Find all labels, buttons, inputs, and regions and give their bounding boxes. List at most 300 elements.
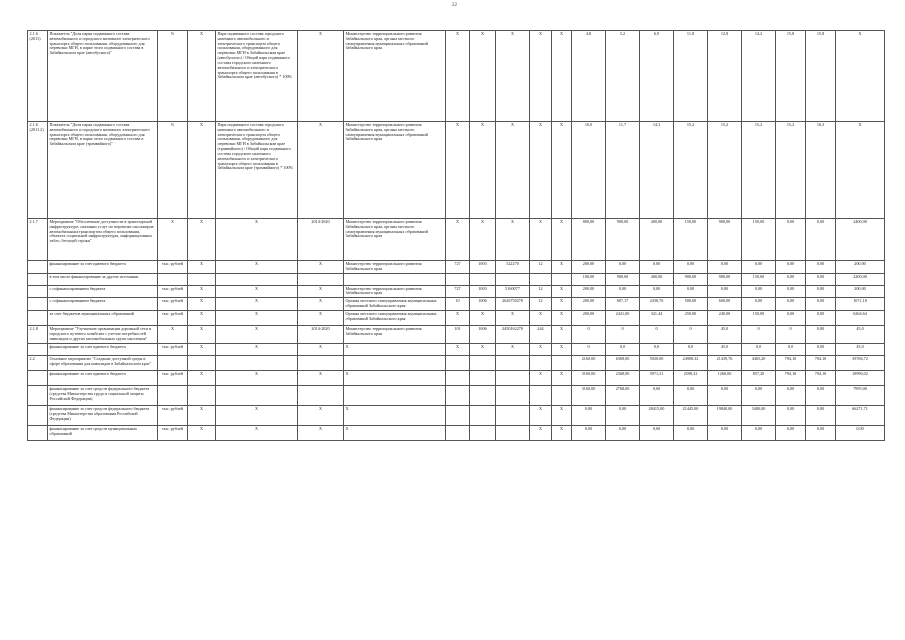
row-description: финансирование за счет краевого бюджета (48, 261, 158, 274)
responsible-cell: Министерство территориального развития Забайкальского края (344, 261, 446, 274)
value-cell: 3480,00 (742, 405, 776, 425)
code-cell: 522270 (496, 261, 530, 274)
cell: X (552, 310, 572, 325)
table-row (28, 122, 885, 219)
value-cell: 800,00 (572, 219, 606, 261)
value-cell: 21445,00 (674, 405, 708, 425)
unit-cell: тыс. рублей (158, 370, 188, 385)
value-cell: 900,00 (708, 219, 742, 261)
period-cell: X (298, 285, 344, 298)
value-cell: 5920,00 (640, 355, 674, 370)
value-cell: 0,0 (776, 343, 806, 355)
value-cell: 1260,00 (708, 370, 742, 385)
value-cell: 400,00 (640, 273, 674, 285)
code-cell: X (446, 343, 470, 355)
value-cell: 45,0 (708, 325, 742, 343)
value-cell: 0 (742, 325, 776, 343)
value-cell: 0,00 (708, 385, 742, 405)
formula-cell (216, 273, 298, 285)
code-cell: 10 (446, 298, 470, 311)
value-cell: 0,0 (640, 343, 674, 355)
value-cell: 28415,00 (640, 405, 674, 425)
value-cell: 150,00 (742, 273, 776, 285)
code-cell (496, 273, 530, 285)
total-cell: 39766,72 (836, 355, 885, 370)
cell: X (188, 285, 216, 298)
value-cell: 2160,00 (572, 355, 606, 370)
value-cell: 900,00 (674, 273, 708, 285)
code-cell: X (470, 343, 496, 355)
value-cell: 150,00 (742, 310, 776, 325)
code-cell: X (446, 122, 470, 219)
row-description: Основное мероприятие "Создание доступной среды в сфере образования для инвалидов в Забайкальском крае" (48, 355, 158, 370)
value-cell: 15,2 (674, 122, 708, 219)
cell: X (552, 425, 572, 440)
value-cell: 900,00 (606, 219, 640, 261)
value-cell: 11,7 (606, 122, 640, 219)
value-cell: 0,00 (806, 219, 836, 261)
value-cell: 0,00 (742, 385, 776, 405)
table-row (28, 343, 885, 355)
value-cell: 15,2 (776, 122, 806, 219)
total-cell: 18996,02 (836, 370, 885, 385)
code-cell (496, 425, 530, 440)
value-cell: 2598,32 (674, 370, 708, 385)
value-cell: 10,0 (572, 122, 606, 219)
value-cell: 0,00 (776, 310, 806, 325)
row-number: 2.1.6 (2011.2) (28, 122, 48, 219)
cell: X (552, 219, 572, 261)
value-cell: 0,00 (708, 261, 742, 274)
period-cell: 2014-2020 (298, 219, 344, 261)
period-cell (298, 273, 344, 285)
formula-cell: X (216, 370, 298, 385)
value-cell: 5,2 (606, 31, 640, 122)
row-number (28, 385, 48, 405)
cell (552, 273, 572, 285)
value-cell: 0,00 (674, 425, 708, 440)
table-row (28, 285, 885, 298)
total-cell: 45,0 (836, 343, 885, 355)
value-cell: 200,00 (572, 298, 606, 311)
period-cell: X (298, 405, 344, 425)
table-row (28, 310, 885, 325)
row-description: финансирование за счет средств муниципальных образований (48, 425, 158, 440)
value-cell: 0 (572, 343, 606, 355)
code-cell (446, 385, 470, 405)
value-cell: 0,00 (806, 405, 836, 425)
code-cell (470, 405, 496, 425)
row-description: Показатель "Доля парка подвижного состава автомобильного и городского наземного электрического транспорта общего пользования, оборудованного для перевозки МГН, в парке этого подвижного состава в Забайкальском крае (трамвайного)" (48, 122, 158, 219)
value-cell: 0 (640, 325, 674, 343)
code-cell: 727 (446, 261, 470, 274)
table-row (28, 425, 885, 440)
code-cell: X (530, 31, 552, 122)
row-number: 2.1.6 (2011) (28, 31, 48, 122)
code-cell: X (446, 219, 470, 261)
value-cell: 15,2 (708, 122, 742, 219)
table-row (28, 370, 885, 385)
value-cell: 0,00 (708, 285, 742, 298)
period-cell: X (298, 298, 344, 311)
value-cell: 0 (572, 325, 606, 343)
code-cell (446, 425, 470, 440)
code-cell (470, 355, 496, 370)
value-cell: 0,00 (674, 285, 708, 298)
value-cell: 0,00 (640, 425, 674, 440)
responsible-cell (344, 273, 446, 285)
code-cell: 2626750270 (496, 298, 530, 311)
responsible-cell: Министерство территориального развития Забайкальского края (344, 325, 446, 343)
value-cell: 0,0 (606, 343, 640, 355)
unit-cell (158, 355, 188, 370)
formula-cell: X (216, 425, 298, 440)
value-cell: 794,10 (806, 370, 836, 385)
value-cell: 0,00 (776, 298, 806, 311)
code-cell (496, 370, 530, 385)
code-cell: X (496, 219, 530, 261)
value-cell: 0,00 (708, 425, 742, 440)
responsible-cell: X (344, 370, 446, 385)
value-cell: 3160,00 (572, 385, 606, 405)
total-cell: X (836, 31, 885, 122)
code-cell: 244 (530, 325, 552, 343)
row-description: финансирование за счет краевого бюджета (48, 343, 158, 355)
value-cell: 0,00 (776, 285, 806, 298)
code-cell: X (496, 31, 530, 122)
program-table (27, 30, 885, 441)
code-cell: X (496, 122, 530, 219)
period-cell: 2014-2020 (298, 325, 344, 343)
row-number: 2.1.7 (28, 219, 48, 261)
period-cell: X (298, 261, 344, 274)
table-body (28, 31, 885, 441)
code-cell: X (530, 405, 552, 425)
value-cell: 0,00 (606, 425, 640, 440)
value-cell: 0,00 (806, 343, 836, 355)
row-number (28, 310, 48, 325)
cell: X (552, 261, 572, 274)
unit-cell: тыс. рублей (158, 405, 188, 425)
value-cell: 0,00 (742, 285, 776, 298)
row-description: с софинансированием бюджета (48, 285, 158, 298)
total-cell: 6264,64 (836, 310, 885, 325)
code-cell (530, 385, 552, 405)
row-description: с софинансированием бюджета (48, 298, 158, 311)
code-cell: X (530, 310, 552, 325)
value-cell: 0 (606, 325, 640, 343)
row-description: Мероприятие "Улучшение организации дорожной сети и городского путевого хозяйства с учетом потребностей инвалидов и других маломобильных групп населения" (48, 325, 158, 343)
value-cell: 14,3 (640, 122, 674, 219)
responsible-cell: X (344, 343, 446, 355)
code-cell: 101 (446, 325, 470, 343)
cell: X (552, 343, 572, 355)
value-cell: 0,00 (806, 298, 836, 311)
row-description: в том числе финансирование за другие источники (48, 273, 158, 285)
cell (188, 355, 216, 370)
formula-cell (216, 355, 298, 370)
code-cell: X (530, 370, 552, 385)
code-cell: X (530, 343, 552, 355)
responsible-cell (344, 355, 446, 370)
code-cell: X (530, 425, 552, 440)
cell: X (188, 370, 216, 385)
value-cell: 0,0 (742, 343, 776, 355)
cell: X (552, 285, 572, 298)
value-cell: 0 (674, 325, 708, 343)
code-cell (470, 425, 496, 440)
cell: X (552, 325, 572, 343)
value-cell: 600,00 (708, 298, 742, 311)
cell: X (552, 122, 572, 219)
responsible-cell: Органы местного самоуправления муниципальных образований Забайкальского края (344, 310, 446, 325)
cell: X (188, 310, 216, 325)
row-number (28, 370, 48, 385)
code-cell: 1003 (470, 285, 496, 298)
code-cell: 1006 (470, 325, 496, 343)
table-row (28, 31, 885, 122)
table-row (28, 298, 885, 311)
value-cell: 900,00 (606, 273, 640, 285)
code-cell: X (470, 31, 496, 122)
row-number (28, 285, 48, 298)
value-cell: 794,10 (806, 355, 836, 370)
code-cell (496, 385, 530, 405)
value-cell: 0,00 (776, 273, 806, 285)
value-cell: 5971,21 (640, 370, 674, 385)
unit-cell: тыс. рублей (158, 343, 188, 355)
responsible-cell: Органы местного самоуправления муниципальных образований Забайкальского края (344, 298, 446, 311)
value-cell: 0,00 (606, 261, 640, 274)
unit-cell: тыс. рублей (158, 425, 188, 440)
value-cell: 321,44 (640, 310, 674, 325)
cell: X (552, 370, 572, 385)
value-cell: 200,00 (572, 310, 606, 325)
code-cell: X (446, 31, 470, 122)
total-cell: 7995,00 (836, 385, 885, 405)
value-cell: 15,8 (806, 31, 836, 122)
row-number (28, 405, 48, 425)
cell: X (188, 31, 216, 122)
total-cell: 1071,18 (836, 298, 885, 311)
code-cell (530, 355, 552, 370)
period-cell (298, 355, 344, 370)
unit-cell: X (158, 219, 188, 261)
value-cell: 0,00 (806, 261, 836, 274)
value-cell: 12,8 (708, 31, 742, 122)
value-cell: 0,00 (806, 285, 836, 298)
code-cell (496, 355, 530, 370)
value-cell: 0,00 (742, 298, 776, 311)
cell: X (188, 425, 216, 440)
value-cell: 607,17 (606, 298, 640, 311)
table-row (28, 385, 885, 405)
row-number (28, 298, 48, 311)
code-cell (446, 273, 470, 285)
row-number: 2.2 (28, 355, 48, 370)
value-cell: 0,00 (606, 285, 640, 298)
cell: X (188, 219, 216, 261)
formula-cell: Парк подвижного состава городского наземного автомобильного и электрического транспорта общего пользования, оборудованного для перевозки МГН в Забайкальском крае (автобусного) / Общий парк подвижного состава городского наземного автомобильного и электрического транспорта общего пользования в Забайкальском крае (автобусного) * 100% (216, 31, 298, 122)
code-cell: 727 (446, 285, 470, 298)
cell: X (188, 298, 216, 311)
code-cell (470, 370, 496, 385)
value-cell: 0,00 (806, 310, 836, 325)
formula-cell: Парк подвижного состава городского наземного автомобильного и электрического транспорта общего пользования, оборудованного для перевозки МГН в Забайкальском крае (трамвайного) / Общий парк подвижного состава городского наземного автомобильного и электрического транспорта общего пользования в Забайкальском крае (трамвайного) * 100% (216, 122, 298, 219)
formula-cell (216, 385, 298, 405)
row-number (28, 343, 48, 355)
table-row (28, 325, 885, 343)
code-cell: X (530, 219, 552, 261)
value-cell: 0,00 (640, 261, 674, 274)
code-cell: X (470, 122, 496, 219)
value-cell: 250,00 (674, 310, 708, 325)
table-row (28, 261, 885, 274)
code-cell (446, 405, 470, 425)
value-cell: 0,00 (674, 385, 708, 405)
unit-cell: тыс. рублей (158, 310, 188, 325)
cell: X (188, 325, 216, 343)
cell (188, 385, 216, 405)
value-cell: 15,2 (742, 122, 776, 219)
value-cell: 0,00 (806, 273, 836, 285)
cell: X (188, 405, 216, 425)
code-cell: 12 (530, 261, 552, 274)
value-cell: 200,00 (572, 261, 606, 274)
total-cell: 2400,00 (836, 219, 885, 261)
value-cell: 2768,00 (606, 385, 640, 405)
row-number (28, 261, 48, 274)
responsible-cell: Министерство территориального развития Забайкальского края, органы местного самоуправления муниципальных образований Забайкальского края (344, 31, 446, 122)
cell: X (188, 343, 216, 355)
value-cell: 0,00 (806, 325, 836, 343)
value-cell: 16,3 (806, 122, 836, 219)
formula-cell: X (216, 285, 298, 298)
total-cell: 2200,00 (836, 273, 885, 285)
period-cell: X (298, 370, 344, 385)
value-cell: 24908,32 (674, 355, 708, 370)
cell (188, 273, 216, 285)
responsible-cell: Министерство территориального развития Забайкальского края, органы местного самоуправления муниципальных образований Забайкальского края (344, 219, 446, 261)
code-cell: X (470, 310, 496, 325)
row-description: финансирование за счет средств федерального бюджета (средства Министерства труда и социальной защиты Российской Федерации) (48, 385, 158, 405)
value-cell: 0,00 (806, 385, 836, 405)
period-cell: X (298, 310, 344, 325)
formula-cell: X (216, 219, 298, 261)
row-description: Показатель "Доля парка подвижного состава автомобильного и городского наземного электрического транспорта общего пользования, оборудованного для перевозки МГН, в парке этого подвижного состава в Забайкальском крае (автобусного)" (48, 31, 158, 122)
code-cell: X (496, 343, 530, 355)
value-cell: 0,00 (640, 285, 674, 298)
formula-cell: X (216, 310, 298, 325)
value-cell: 150,00 (674, 219, 708, 261)
code-cell: 12 (530, 298, 552, 311)
value-cell: 45,0 (708, 343, 742, 355)
cell: X (552, 31, 572, 122)
cell: X (188, 261, 216, 274)
unit-cell: % (158, 122, 188, 219)
cell: X (552, 298, 572, 311)
value-cell: 0,00 (674, 261, 708, 274)
total-cell: 66271,71 (836, 405, 885, 425)
value-cell: 0,00 (742, 261, 776, 274)
responsible-cell: Министерство территориального развития Забайкальского края (344, 285, 446, 298)
value-cell: 15,8 (776, 31, 806, 122)
unit-cell: тыс. рублей (158, 285, 188, 298)
total-cell: 45,0 (836, 325, 885, 343)
period-cell (298, 385, 344, 405)
value-cell: 2441,00 (606, 310, 640, 325)
value-cell: 0,00 (742, 425, 776, 440)
value-cell: 794,10 (776, 355, 806, 370)
code-cell (470, 385, 496, 405)
value-cell: 4465,20 (742, 355, 776, 370)
cell: X (552, 405, 572, 425)
value-cell: 794,10 (776, 370, 806, 385)
value-cell: 0,00 (572, 425, 606, 440)
table-row (28, 273, 885, 285)
formula-cell: X (216, 261, 298, 274)
value-cell: 0,00 (572, 405, 606, 425)
row-number (28, 425, 48, 440)
responsible-cell: Министерство территориального развития Забайкальского края, органы местного самоуправления муниципальных образований Забайкальского края (344, 122, 446, 219)
code-cell: 5160077 (496, 285, 530, 298)
value-cell: 500,00 (674, 298, 708, 311)
value-cell: 19840,00 (708, 405, 742, 425)
row-number (28, 273, 48, 285)
value-cell: 14,2 (742, 31, 776, 122)
responsible-cell: X (344, 405, 446, 425)
row-description: Мероприятие "Обеспечение доступности в транспортной инфраструктуре, оказании услуг по перевозке пассажиров автомобильным транспортом общего пользования, объектах социальной инфраструктуры, информационных табло, бегущей строки" (48, 219, 158, 261)
code-cell (496, 405, 530, 425)
responsible-cell: X (344, 425, 446, 440)
formula-cell: X (216, 343, 298, 355)
page-number: 22 (452, 3, 457, 8)
value-cell: 3160,00 (572, 370, 606, 385)
value-cell: 0,00 (776, 219, 806, 261)
code-cell (530, 273, 552, 285)
value-cell: 11,8 (674, 31, 708, 122)
value-cell: 0,00 (776, 405, 806, 425)
value-cell: 0,0 (674, 343, 708, 355)
value-cell: 2368,00 (606, 370, 640, 385)
formula-cell: X (216, 405, 298, 425)
value-cell: 900,00 (708, 273, 742, 285)
unit-cell: X (158, 325, 188, 343)
value-cell: 4,8 (572, 31, 606, 122)
value-cell: 0,00 (776, 385, 806, 405)
value-cell: 0,00 (776, 261, 806, 274)
cell (552, 355, 572, 370)
row-description: финансирование за счет краевого бюджета (48, 370, 158, 385)
value-cell: 21439,76 (708, 355, 742, 370)
code-cell: X (446, 310, 470, 325)
value-cell: 0,00 (606, 405, 640, 425)
period-cell: X (298, 31, 344, 122)
code-cell: 1003 (470, 261, 496, 274)
value-cell: 0,00 (776, 425, 806, 440)
value-cell: 0,00 (806, 425, 836, 440)
value-cell: 100,00 (572, 273, 606, 285)
period-cell: X (298, 343, 344, 355)
cell (552, 385, 572, 405)
code-cell: X (470, 219, 496, 261)
unit-cell: % (158, 31, 188, 122)
formula-cell: X (216, 325, 298, 343)
unit-cell (158, 385, 188, 405)
value-cell: 6368,00 (606, 355, 640, 370)
table-row (28, 219, 885, 261)
unit-cell (158, 273, 188, 285)
